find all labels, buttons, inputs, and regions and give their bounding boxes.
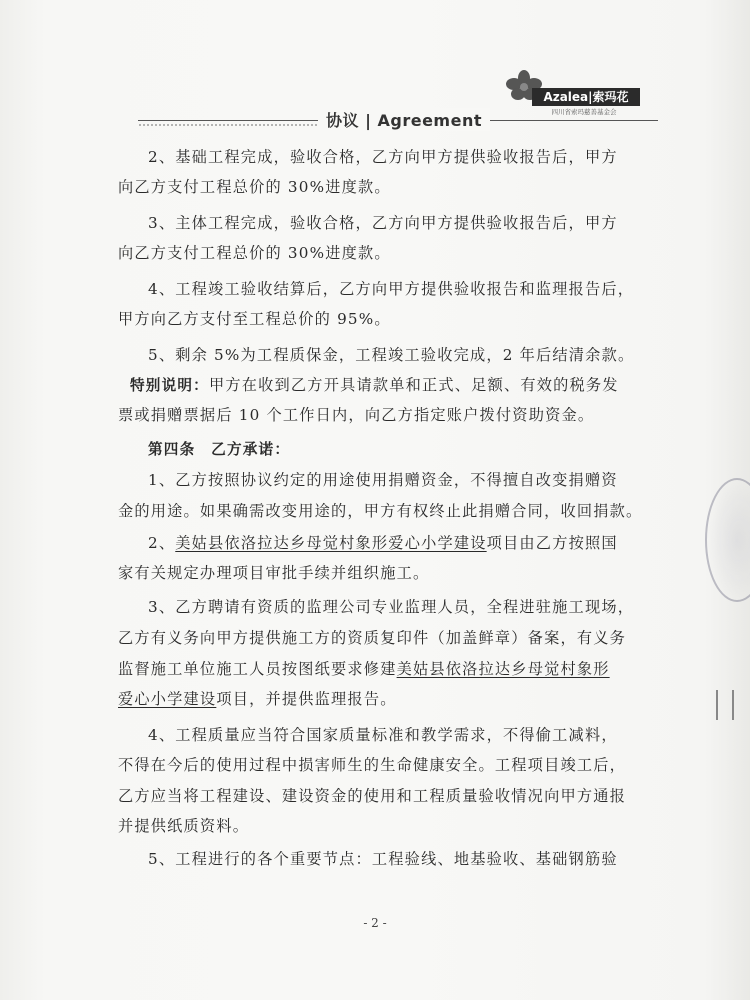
page-number: - 2 -	[363, 916, 387, 930]
logo-brand: Azalea|索玛花	[532, 88, 640, 106]
line-text: 监督施工单位施工人员按图纸要求修建	[118, 660, 397, 678]
paragraph-line	[118, 657, 658, 681]
line-text: 4、工程质量应当符合国家质量标准和教学需求，不得偷工减料，	[148, 726, 618, 744]
logo-subtitle: 四川省索玛慈善基金会	[551, 108, 617, 116]
paragraph-line	[118, 814, 658, 838]
line-text: 项目由乙方按照国	[486, 534, 618, 552]
paragraph-line	[148, 211, 658, 235]
line-text: 2、基础工程完成，验收合格，乙方向甲方提供验收报告后，甲方	[148, 148, 618, 166]
paragraph-line	[148, 468, 658, 492]
paragraph-line	[148, 145, 658, 169]
paragraph-line	[118, 626, 658, 650]
paragraph-line	[148, 595, 658, 619]
underlined-project-name: 美姑县依洛拉达乡母觉村象形	[396, 660, 610, 678]
foundation-logo	[492, 70, 642, 118]
line-text: 家有关规定办理项目审批手续并组织施工。	[118, 564, 430, 582]
seal-stamp	[705, 478, 750, 602]
paragraph-line	[148, 437, 658, 461]
paragraph-line	[118, 687, 658, 711]
paragraph-line	[118, 241, 658, 265]
line-text: 乙方有义务向甲方提供施工方的资质复印件（加盖鲜章）备案，有义务	[118, 629, 627, 647]
underlined-project-name: 爱心小学建设	[118, 690, 217, 708]
line-text: 4、工程竣工验收结算后，乙方向甲方提供验收报告和监理报告后，	[148, 280, 635, 298]
underlined-project-name: 美姑县依洛拉达乡母觉村象形爱心小学建设	[175, 534, 487, 552]
line-text: 甲方在收到乙方开具请款单和正式、足额、有效的税务发	[208, 376, 619, 394]
paragraph-line	[118, 561, 658, 585]
edge-mark	[716, 690, 734, 720]
paragraph-line	[118, 403, 658, 427]
line-text: 1、乙方按照协议约定的用途使用捐赠资金，不得擅自改变捐赠资	[148, 471, 618, 489]
paragraph-line	[118, 307, 658, 331]
line-text: 并提供纸质资料。	[118, 817, 250, 835]
header-dots	[138, 123, 318, 127]
line-text: 向乙方支付工程总价的 30%进度款。	[118, 244, 391, 262]
bold-label: 第四条 乙方承诺：	[148, 441, 291, 458]
line-text: 5、剩余 5%为工程质保金，工程竣工验收完成，2 年后结清余款。	[148, 346, 635, 364]
paragraph-line	[118, 753, 658, 777]
paragraph-line	[148, 343, 658, 367]
paragraph-line	[118, 784, 658, 808]
line-text: 3、乙方聘请有资质的监理公司专业监理人员，全程进驻施工现场，	[148, 598, 635, 616]
line-prefix: 2、	[148, 534, 176, 552]
paragraph-line	[148, 531, 658, 555]
line-text: 甲方向乙方支付至工程总价的 95%。	[118, 310, 391, 328]
line-text: 项目，并提供监理报告。	[216, 690, 397, 708]
header-title: 协议 | Agreement	[318, 108, 490, 131]
paragraph-line	[148, 723, 658, 747]
paragraph-line	[118, 499, 658, 523]
line-text: 5、工程进行的各个重要节点：工程验线、地基验收、基础钢筋验	[148, 850, 618, 868]
line-text: 3、主体工程完成，验收合格，乙方向甲方提供验收报告后，甲方	[148, 214, 618, 232]
line-text: 不得在今后的使用过程中损害师生的生命健康安全。工程项目竣工后，	[118, 756, 627, 774]
paragraph-line	[148, 277, 658, 301]
paragraph-line	[130, 373, 658, 397]
line-text: 金的用途。如果确需改变用途的，甲方有权终止此捐赠合同，收回捐款。	[118, 502, 643, 520]
line-text: 票或捐赠票据后 10 个工作日内，向乙方指定账户拨付资助资金。	[118, 406, 595, 424]
paragraph-line	[118, 175, 658, 199]
line-text: 向乙方支付工程总价的 30%进度款。	[118, 178, 391, 196]
line-text: 乙方应当将工程建设、建设资金的使用和工程质量验收情况向甲方通报	[118, 787, 627, 805]
bold-label: 特别说明：	[130, 377, 209, 394]
paragraph-line	[148, 847, 658, 871]
